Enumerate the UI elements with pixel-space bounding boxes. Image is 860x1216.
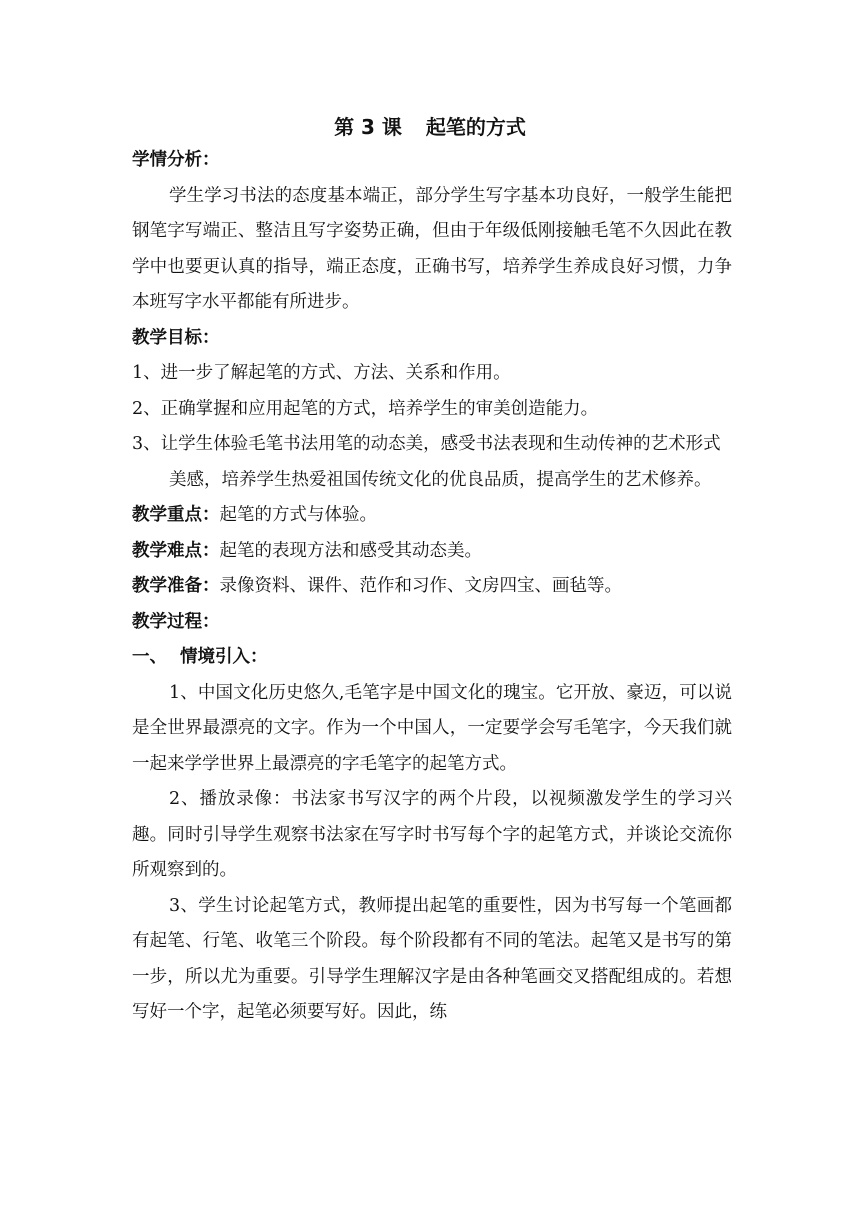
section-1-title: 情境引入： — [180, 647, 268, 667]
page-title — [0, 113, 860, 141]
goal-item-2: 2、正确掌握和应用起笔的方式，培养学生的审美创造能力。 — [132, 398, 599, 419]
analysis-paragraph: 学生学习书法的态度基本端正，部分学生写字基本功良好，一般学生能把钢笔字写端正、整洁且写字姿势正确，但由于年级低刚接触毛笔不久因此在教学中也要更认真的指导，端正态度，正确书写，培养学生养成良好习惯，力争本班写字水平都能有所进步。 — [132, 185, 732, 312]
lesson-name: 起笔的方式 — [425, 115, 526, 139]
key-point-text: 起笔的方式与体验。 — [219, 505, 377, 525]
difficulty-line — [132, 534, 732, 570]
preparation-line — [132, 569, 732, 605]
difficulty-label: 教学难点： — [132, 540, 220, 561]
goal-item-3: 3、让学生体验毛笔书法用笔的动态美，感受书法表现和生动传神的艺术形式美感，培养学生热爱祖国传统文化的优良品质，提高学生的艺术修养。 — [132, 434, 721, 490]
preparation-label: 教学准备： — [132, 576, 220, 596]
goals-heading: 教学目标： — [132, 327, 220, 348]
process-paragraph-1: 1、中国文化历史悠久,毛笔字是中国文化的瑰宝。它开放、豪迈，可以说是全世界最漂亮的文字。作为一个中国人，一定要学会写毛笔字，今天我们就一起来学学世界上最漂亮的字毛笔字的起笔方式。 — [132, 682, 732, 774]
key-point-line — [132, 498, 732, 534]
key-point-label: 教学重点： — [132, 505, 220, 525]
preparation-text: 录像资料、课件、范作和习作、文房四宝、画毡等。 — [219, 576, 622, 596]
document-body — [132, 143, 732, 1031]
goal-item-1: 1、进一步了解起笔的方式、方法、关系和作用。 — [132, 363, 511, 383]
lesson-number: 第 3 课 — [334, 115, 402, 139]
difficulty-text: 起笔的表现方法和感受其动态美。 — [219, 540, 482, 561]
process-heading: 教学过程： — [132, 611, 220, 632]
section-1-heading — [132, 640, 732, 676]
section-1-number: 一、 — [132, 647, 167, 667]
analysis-heading: 学情分析： — [132, 150, 220, 170]
process-paragraph-3: 3、学生讨论起笔方式，教师提出起笔的重要性，因为书写每一个笔画都有起笔、行笔、收笔三个阶段。每个阶段都有不同的笔法。起笔又是书写的第一步，所以尤为重要。引导学生理解汉字是由各种笔画交叉搭配组成的。若想写好一个字，起笔必须要写好。因此，练 — [132, 895, 732, 1022]
process-paragraph-2: 2、播放录像：书法家书写汉字的两个片段，以视频激发学生的学习兴趣。同时引导学生观察书法家在写字时书写每个字的起笔方式，并谈论交流你所观察到的。 — [132, 789, 732, 880]
